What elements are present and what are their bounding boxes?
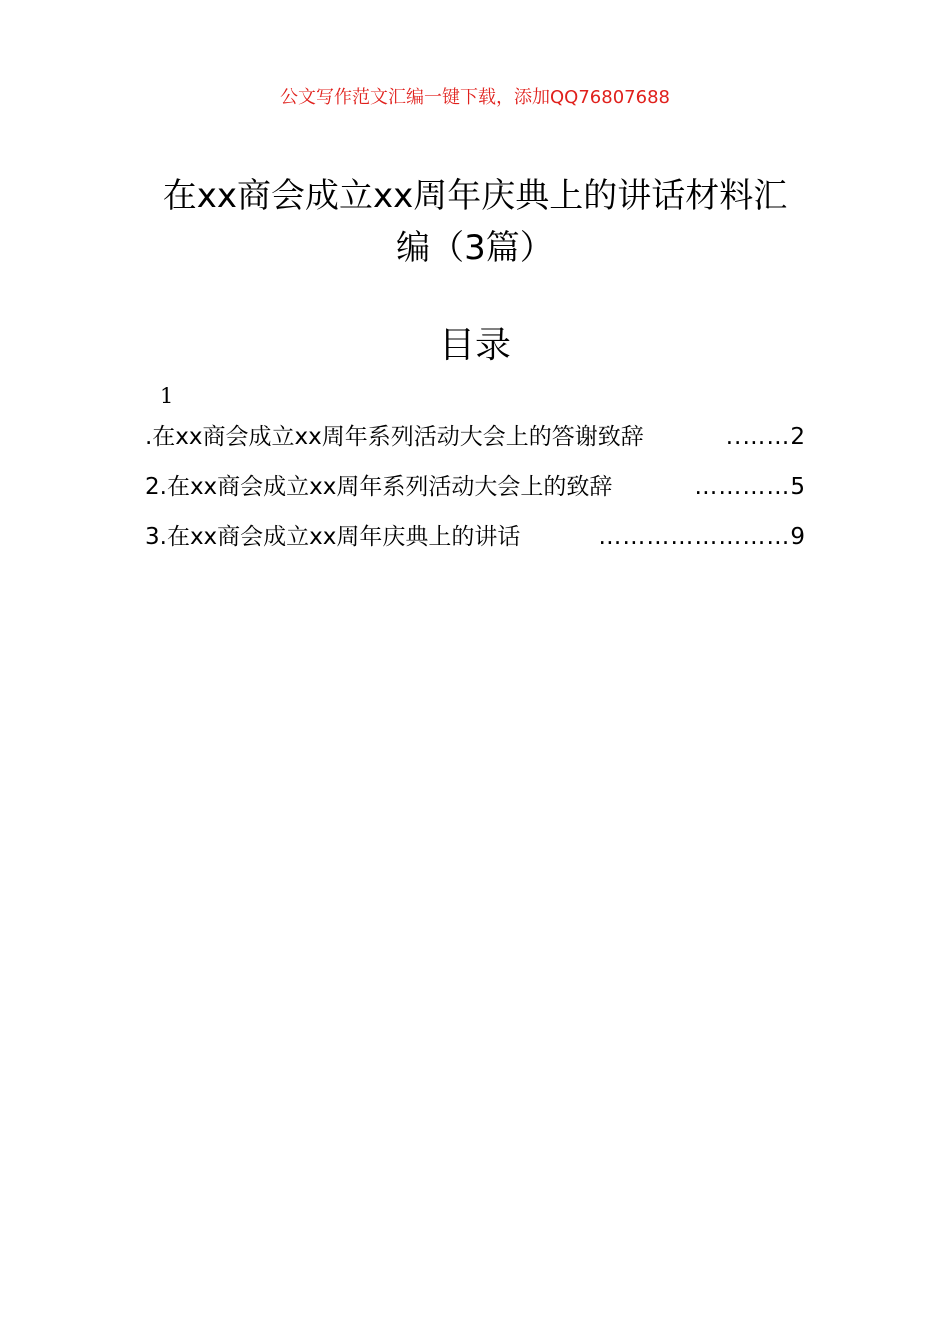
header-note: 公文写作范文汇编一键下载，添加QQ76807688 [280, 87, 670, 108]
toc-item-leader: …………………… [598, 524, 791, 550]
document-title [145, 170, 805, 274]
toc-first-number: 1 [160, 384, 174, 408]
toc-heading: 目录 [438, 325, 511, 366]
toc-item-leader: …….. [725, 424, 791, 450]
toc-item[interactable] [145, 512, 805, 562]
toc-item-page-number: 9 [790, 524, 805, 550]
toc-item-page-number: 5 [790, 474, 805, 500]
toc-item-title: 3.在xx商会成立xx周年庆典上的讲话 [145, 524, 521, 550]
toc-item[interactable] [145, 462, 805, 512]
toc-item[interactable] [145, 412, 805, 462]
toc-item-leader: ………… [694, 474, 791, 500]
document-title-line-1: 在xx商会成立xx周年庆典上的讲话材料汇 [162, 176, 788, 216]
toc-item-title: .在xx商会成立xx周年系列活动大会上的答谢致辞 [145, 424, 644, 450]
document-title-line-2: 编（3篇） [396, 228, 554, 268]
table-of-contents [145, 380, 805, 562]
toc-item-title: 2.在xx商会成立xx周年系列活动大会上的致辞 [145, 474, 613, 500]
toc-item-page-number: 2 [790, 424, 805, 450]
